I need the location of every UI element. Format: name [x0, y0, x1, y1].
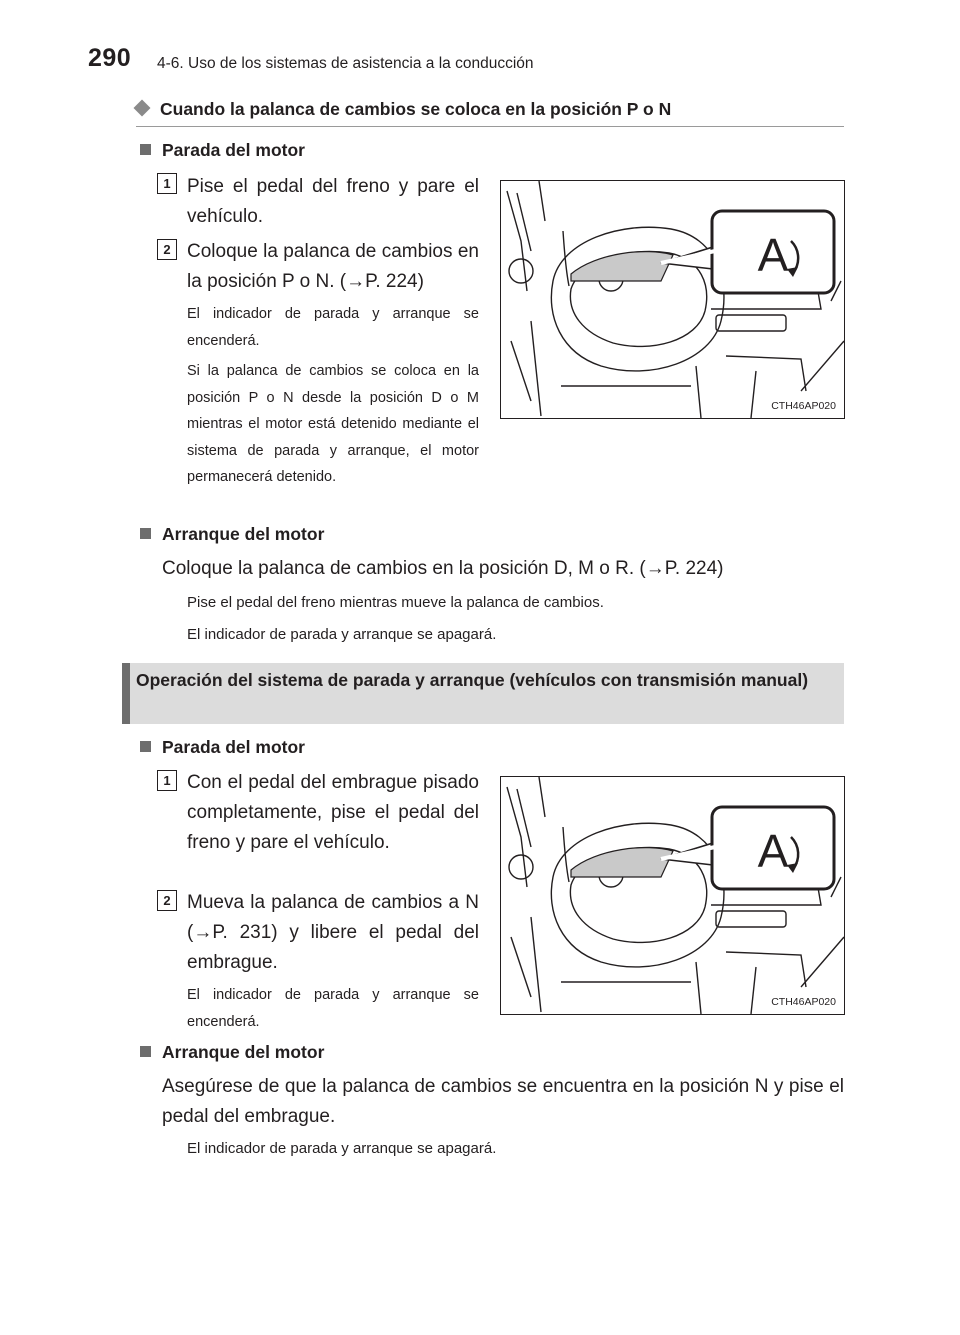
section-heading-text: Operación del sistema de parada y arranque (vehículos con transmisión manual): [136, 670, 809, 690]
section-divider: [136, 126, 844, 127]
step-number-2: 2: [157, 239, 177, 260]
step-1-text: Pise el pedal del freno y pare el vehículo.: [187, 176, 479, 227]
subheading-text: Parada del motor: [162, 737, 305, 757]
note-press-brake: Pise el pedal del freno mientras mueve la palanca de cambios.: [187, 594, 604, 611]
illustration-code: CTH46AP020: [771, 996, 836, 1008]
square-bullet-icon: [140, 1046, 151, 1057]
subheading-start-manual: [140, 1042, 324, 1063]
step-1-text: Con el pedal del embrague pisado completamente, pise el pedal del freno y pare el vehículo.: [187, 772, 479, 853]
subheading-text: Parada del motor: [162, 140, 305, 160]
start-instruction: Asegúrese de que la palanca de cambios se encuentra en la posición N y pise el pedal del embrague.: [162, 1076, 844, 1127]
running-head: 4-6. Uso de los sistemas de asistencia a la conducción: [157, 55, 534, 72]
square-bullet-icon: [140, 144, 151, 155]
subheading-start: [140, 524, 324, 545]
callout-label: A: [757, 229, 789, 281]
page-number: 290: [88, 44, 132, 72]
step-number-1: 1: [157, 173, 177, 194]
callout-label: A: [757, 825, 789, 877]
note-indicator-off: El indicador de parada y arranque se apagará.: [187, 626, 497, 643]
step-number-1: 1: [157, 770, 177, 791]
dashboard-drawing: [501, 181, 844, 418]
step-2-text: Coloque la palanca de cambios en la posición P o N. (→P. 224): [187, 241, 479, 292]
dashboard-drawing: [501, 777, 844, 1014]
band-accent-bar: [122, 663, 130, 724]
start-instruction: Coloque la palanca de cambios en la posición D, M o R. (→P. 224): [162, 558, 724, 579]
note-indicator-off: El indicador de parada y arranque se apagará.: [187, 1140, 497, 1157]
subheading-text: Arranque del motor: [162, 524, 325, 544]
square-bullet-icon: [140, 528, 151, 539]
note-indicator-on: El indicador de parada y arranque se encenderá.: [187, 306, 479, 349]
subheading-text: Arranque del motor: [162, 1042, 325, 1062]
square-bullet-icon: [140, 741, 151, 752]
subheading-stop-manual: [140, 737, 305, 758]
subheading-stop: [140, 140, 305, 161]
dashboard-illustration: [500, 776, 845, 1015]
section-title: [136, 99, 671, 120]
diamond-bullet-icon: [134, 100, 151, 117]
illustration-code: CTH46AP020: [771, 400, 836, 412]
section-title-text: Cuando la palanca de cambios se coloca en la posición P o N: [160, 99, 672, 119]
step-2-text: Mueva la palanca de cambios a N (→P. 231) y libere el pedal del embrague.: [187, 892, 479, 973]
note-indicator-on: El indicador de parada y arranque se encenderá.: [187, 987, 479, 1030]
section-heading-band: [122, 663, 844, 724]
note-remains-stopped: Si la palanca de cambios se coloca en la posición P o N desde la posición D o M mientras el motor está detenido mediante el sistema de parada y arranque, el motor permanecerá detenido.: [187, 363, 479, 485]
dashboard-illustration: [500, 180, 845, 419]
step-number-2: 2: [157, 890, 177, 911]
